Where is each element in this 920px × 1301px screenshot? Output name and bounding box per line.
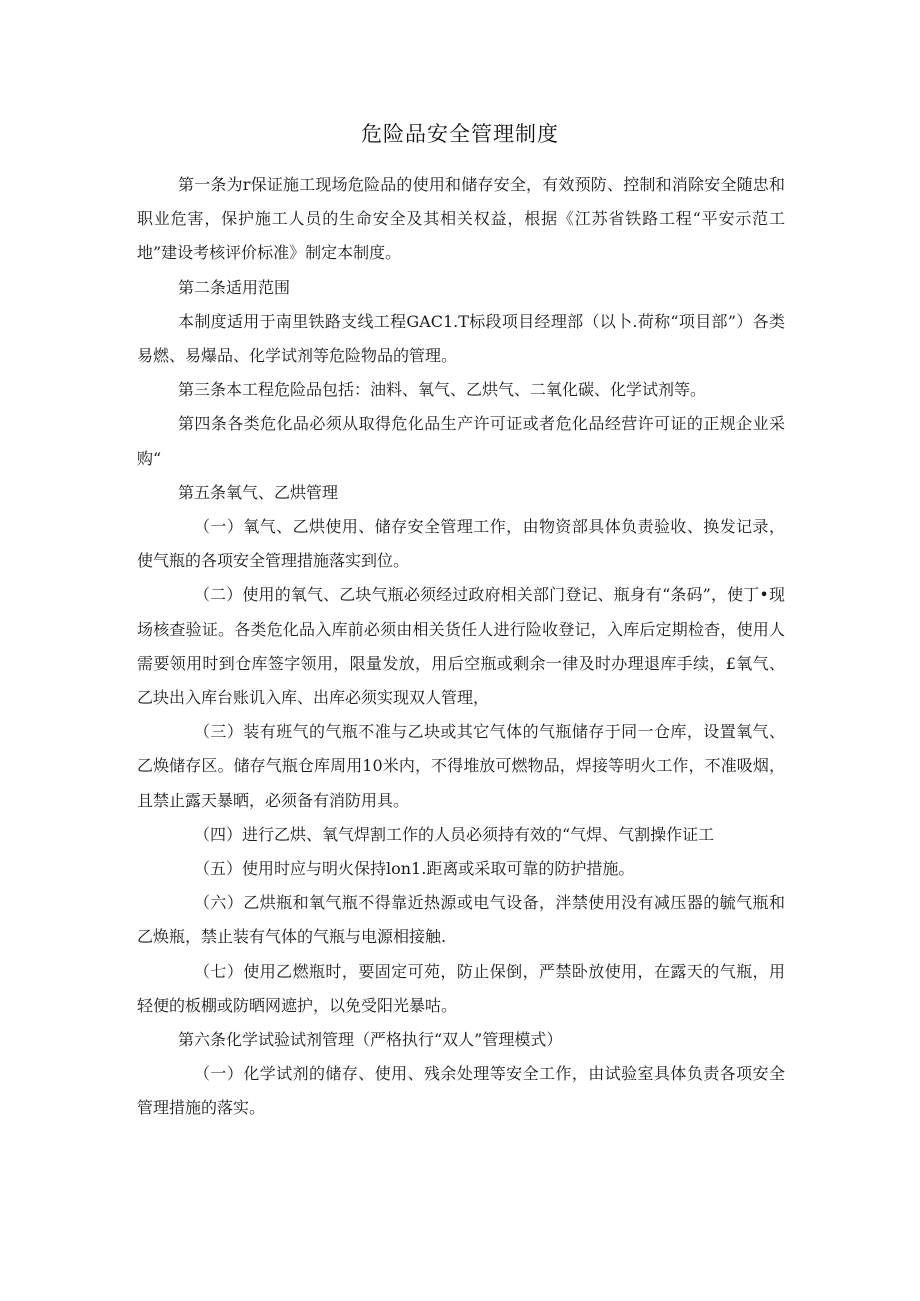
- article-5-clause-5: （五）使用时应与明火保持lon1.距离或采取可靠的防护措施。: [194, 859, 635, 879]
- article-4: 第四条各类危化品必须从取得危化品生产许可证或者危化品经营许可证的正规企业采购“: [137, 414, 785, 468]
- article-5-clause-4: （四）进行乙烘、氧气焊割工作的人员必须持有效的“气焊、气割操作证工: [194, 824, 715, 844]
- article-5-clause-3: （三）装有班气的气瓶不准与乙块或其它气体的气瓶储存于同一仓库，设置氧气、乙焕储存区。储存气瓶仓库周用10米内，不得堆放可燃物品，焊接等明火工作，不准吸烟，且禁止露天暴晒，必须备有消防用具。: [137, 722, 785, 810]
- article-6-clause-1: （一）化学试剂的储存、使用、残余处理等安全工作，由试验室具体负责各项安全管理措施的落实。: [137, 1064, 785, 1118]
- article-5-clause-7: （七）使用乙燃瓶时，要固定可苑，防止保倒，严禁卧放使用，在露天的气瓶，用轻便的板棚或防晒网遮护，以免受阳光暴咕。: [137, 961, 785, 1015]
- document-body: [137, 168, 785, 1126]
- document-title: 危险品安全管理制度: [361, 122, 559, 146]
- article-5-clause-1: （一）氧气、乙烘使用、储存安全管理工作，由物资部具体负责验收、换发记录，使气瓶的各项安全管理措施落实到位。: [137, 517, 785, 571]
- article-5-heading: 第五条氧气、乙烘管理: [178, 482, 339, 502]
- article-5-clause-6: （六）乙烘瓶和氧气瓶不得靠近热源或电气设备，泮禁使用没有减压器的毓气瓶和乙焕瓶，禁止装有气体的气瓶与电源相接触.: [137, 893, 785, 947]
- article-1: 第一条为r保证施工现场危险品的使用和储存安全，有效预防、控制和消除安全随忠和职业危害，保护施工人员的生命安全及其相关权益，根据《江苏省铁路工程“平安示范工地”建设考核评价标准》制定本制度。: [137, 175, 785, 263]
- article-3: 第三条本工程危险品包括：油料、氧气、乙烘气、二氧化碳、化学试剂等。: [178, 380, 707, 400]
- article-5-clause-2: （二）使用的氧气、乙块气瓶必须经过政府相关部门登记、瓶身有“条码”，使丁•现场核查验证。各类危化品入库前必须由相关货任人进行险收登记，入库后定期检杳，使用人需要领用时到仓库签字领用，限量发放，用后空瓶或剩余一律及时办理退库手续，£氧气、乙块出入库台账讥入库、出库必须实现双人管理，: [137, 585, 785, 708]
- article-6-heading: 第六条化学试验试剂管理（严格执行“双人”管理模式）: [178, 1030, 563, 1050]
- article-2-body: 本制度适用于南里铁路支线工程GAC1.T标段项目经理部（以卜.荷称“项目部”）各类易燃、易爆品、化学试剂等危险物品的管理。: [137, 311, 785, 366]
- article-2-heading: 第二条适用范围: [178, 277, 291, 297]
